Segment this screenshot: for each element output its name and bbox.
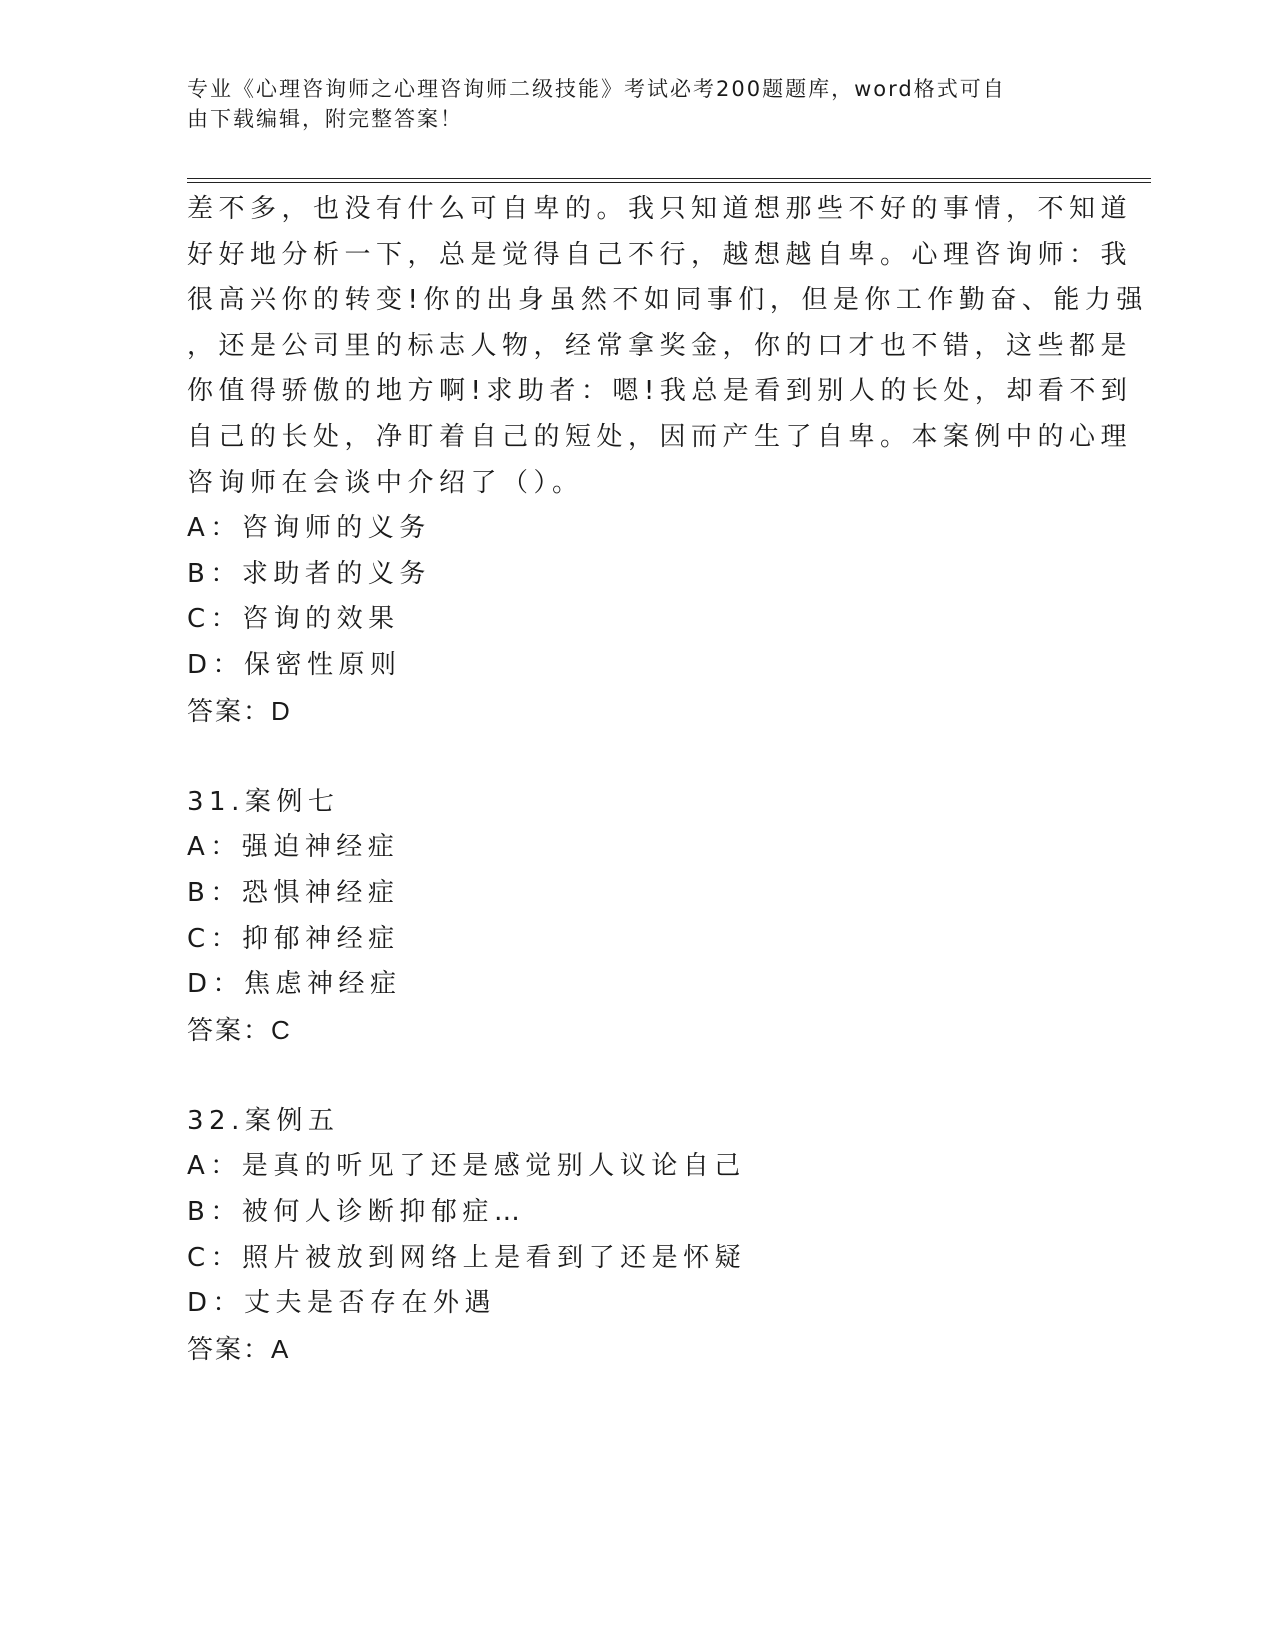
answer-label: 答案：A (187, 1333, 291, 1364)
answer-label: 答案：C (187, 1014, 292, 1045)
passage-line: ，还是公司里的标志人物，经常拿奖金，你的口才也不错，这些都是 (187, 330, 1133, 361)
passage-line: 咨询师在会谈中介绍了（）。 (187, 467, 584, 498)
option-a: A：是真的听见了还是感觉别人议论自己 (187, 1151, 746, 1182)
option-a: A：强迫神经症 (187, 832, 400, 863)
question-title: 31.案例七 (187, 786, 340, 817)
header-divider-bottom (187, 182, 1151, 183)
option-c: C：抑郁神经症 (187, 923, 400, 954)
option-b: B：恐惧神经症 (187, 877, 400, 908)
passage-line: 你值得骄傲的地方啊!求助者：嗯!我总是看到别人的长处，却看不到 (187, 376, 1133, 407)
answer-label: 答案：D (187, 695, 292, 726)
spacer (187, 1053, 1107, 1099)
document-body (187, 187, 1148, 1372)
header-line-1: 专业《心理咨询师之心理咨询师二级技能》考试必考200题题库，word格式可自 (187, 77, 1006, 101)
question-30-continued (187, 187, 1148, 734)
passage-line: 差不多，也没有什么可自卑的。我只知道想那些不好的事情，不知道 (187, 194, 1133, 224)
question-32 (187, 1099, 1107, 1373)
option-b: B：求助者的义务 (187, 558, 431, 589)
header-line-2: 由下载编辑，附完整答案！ (187, 107, 463, 131)
question-title: 32.案例五 (187, 1105, 340, 1136)
passage-line: 自己的长处，净盯着自己的短处，因而产生了自卑。本案例中的心理 (187, 421, 1133, 452)
passage-line: 很高兴你的转变!你的出身虽然不如同事们，但是你工作勤奋、能力强 (187, 285, 1148, 316)
document-header (187, 74, 1067, 134)
passage-line: 好好地分析一下，总是觉得自己不行，越想越自卑。心理咨询师：我 (187, 239, 1133, 270)
header-divider-top (187, 178, 1151, 179)
spacer (187, 734, 1107, 780)
option-a: A：咨询师的义务 (187, 513, 431, 544)
option-d: D：保密性原则 (187, 649, 402, 680)
option-b: B：被何人诊断抑郁症… (187, 1197, 526, 1228)
option-c: C：照片被放到网络上是看到了还是怀疑 (187, 1242, 747, 1273)
option-d: D：丈夫是否存在外遇 (187, 1288, 497, 1319)
option-d: D：焦虑神经症 (187, 969, 402, 1000)
option-c: C：咨询的效果 (187, 604, 400, 635)
question-31 (187, 780, 1107, 1054)
